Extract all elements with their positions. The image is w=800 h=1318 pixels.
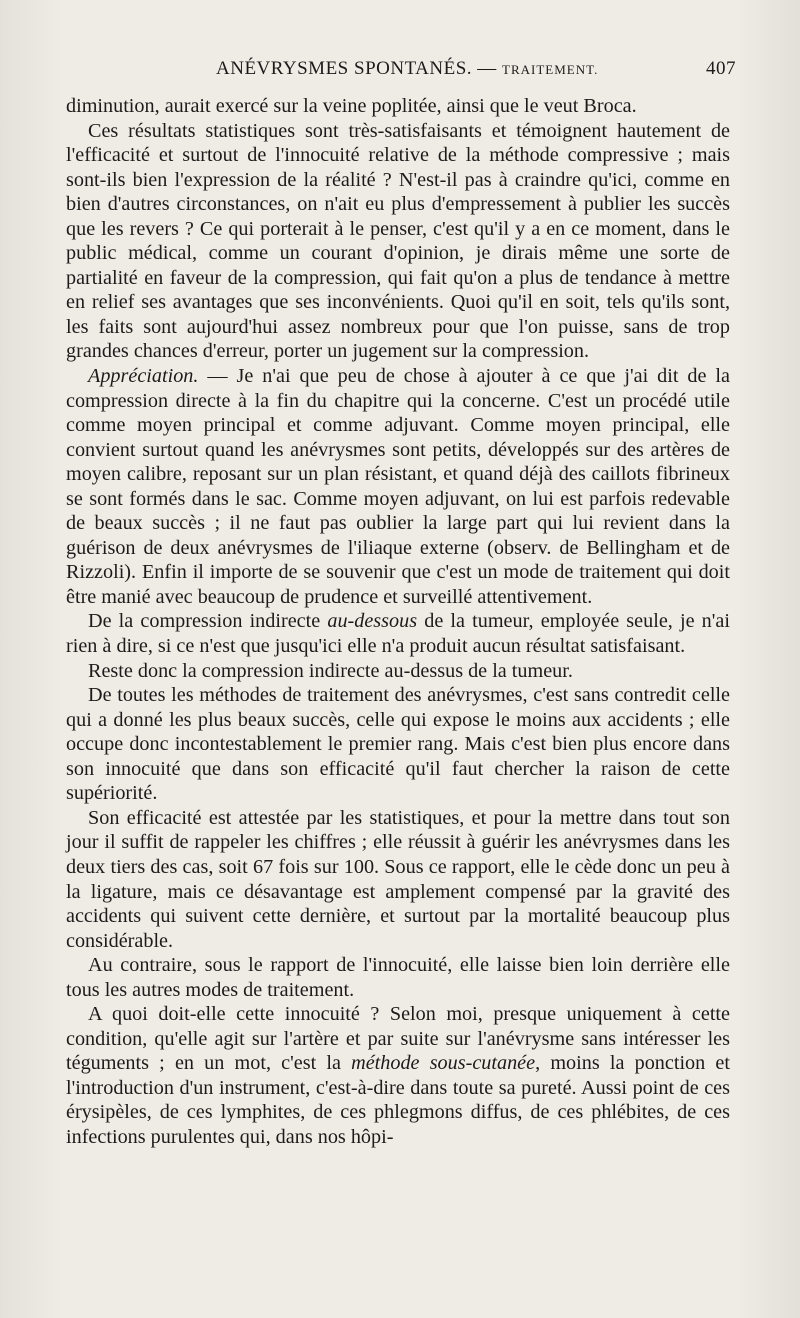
- chapter-title: ANÉVRYSMES SPONTANÉS.: [216, 58, 473, 79]
- methode-sous-cutanee-emphasis: méthode sous-cutanée: [351, 1052, 536, 1075]
- section-title: TRAITEMENT.: [502, 62, 599, 77]
- compression-below-text-b: de la tumeur, employée seule, je n'ai rien à dire, si ce n'est que jusqu'ici elle n'a produit aucun résultat satisfaisant.: [66, 610, 730, 658]
- subcutaneous-text-b: , moins la ponction et l'introduction d'un instrument, c'est-à-dire dans toute sa pureté. Aussi point de ces érysipèles, de ces lymphites, de ces phlegmons diffus, de ces phlébites, de ces infections purulentes qui, dans nos hôpi-: [66, 1052, 730, 1148]
- au-dessous-emphasis: au-dessous: [327, 610, 418, 633]
- page-number: 407: [706, 58, 736, 79]
- paragraph-statistics: Ces résultats statistiques sont très-satisfaisants et témoignent hautement de l'efficacité et surtout de l'innocuité relative de la méthode compressive ; mais sont-ils bien l'expression de la réalité ? N'est-il pas à craindre qu'ici, comme en bien d'autres circonstances, on n'ait eu plus d'empressement à publier les succès que les revers ? Ce qui porterait à le penser, c'est qu'il y a en ce moment, dans le public médical, comme un courant d'opinion, je dirais même une sorte de partialité en faveur de la compression, qui fait qu'on a plus de tendance à mettre en relief ses avantages que ses inconvénients. Quoi qu'il en soit, tels qu'ils sont, les faits sont aujourd'hui assez nombreux pour que l'on puisse, sans de trop grandes chances d'erreur, porter un jugement sur la compression.: [66, 119, 730, 363]
- paragraph-continuation: diminution, aurait exercé sur la veine poplitée, ainsi que le veut Broca.: [66, 95, 637, 117]
- appreciation-text: — Je n'ai que peu de chose à ajouter à ce que j'ai dit de la compression directe à la fin du chapitre qui la concerne. C'est un procédé utile comme moyen principal et comme adjuvant. Comme moyen principal, elle convient surtout quand les anévrysmes sont petits, développés sur des artères de moyen calibre, reposant sur un plan résistant, et quand déjà des caillots fibrineux se sont formés dans le sac. Comme moyen adjuvant, on lui est parfois redevable de beaux succès ; il ne faut pas oublier la large part qui lui revient dans la guérison de deux anévrysmes de l'iliaque externe (observ. de Bellingham et de Rizzoli). Enfin il importe de se souvenir que c'est un mode de traitement qui doit être manié avec beaucoup de prudence et surveillé attentivement.: [66, 365, 730, 608]
- body-text: [66, 94, 730, 1150]
- compression-below-text-a: De la compression indirecte: [88, 610, 328, 633]
- paragraph-innocuity: Au contraire, sous le rapport de l'innocuité, elle laisse bien loin derrière elle tous les autres modes de traitement.: [66, 954, 730, 1001]
- appreciation-heading: Appréciation.: [88, 365, 199, 388]
- subcutaneous-text-a: A quoi doit-elle cette innocuité ? Selon moi, presque uniquement à cette condition, qu'elle agit sur l'artère et par suite sur l'anévrysme sans intéresser les téguments ; en un mot, c'est la: [66, 1003, 730, 1075]
- running-header: [66, 58, 736, 86]
- paragraph-compression-below: [66, 609, 730, 658]
- paragraph-appreciation: [66, 364, 730, 609]
- running-title: [216, 58, 598, 80]
- title-dash: —: [477, 58, 497, 79]
- paragraph-subcutaneous: [66, 1002, 730, 1149]
- paragraph-compression-above: Reste donc la compression indirecte au-dessus de la tumeur.: [88, 659, 573, 682]
- paragraph-methods: De toutes les méthodes de traitement des anévrysmes, c'est sans contredit celle qui a donné les plus beaux succès, celle qui expose le moins aux accidents ; elle occupe donc incontestablement le premier rang. Mais c'est bien plus encore dans son innocuité que dans son efficacité qu'il faut chercher la raison de cette supériorité.: [66, 684, 730, 805]
- paragraph-efficacy: Son efficacité est attestée par les statistiques, et pour la mettre dans tout son jour il suffit de rappeler les chiffres ; elle réussit à guérir les anévrysmes dans les deux tiers des cas, soit 67 fois sur 100. Sous ce rapport, elle le cède donc un peu à la ligature, mais ce désavantage est amplement compensé par la gravité des accidents qui suivent cette dernière, et surtout par la mortalité beaucoup plus considérable.: [66, 806, 730, 952]
